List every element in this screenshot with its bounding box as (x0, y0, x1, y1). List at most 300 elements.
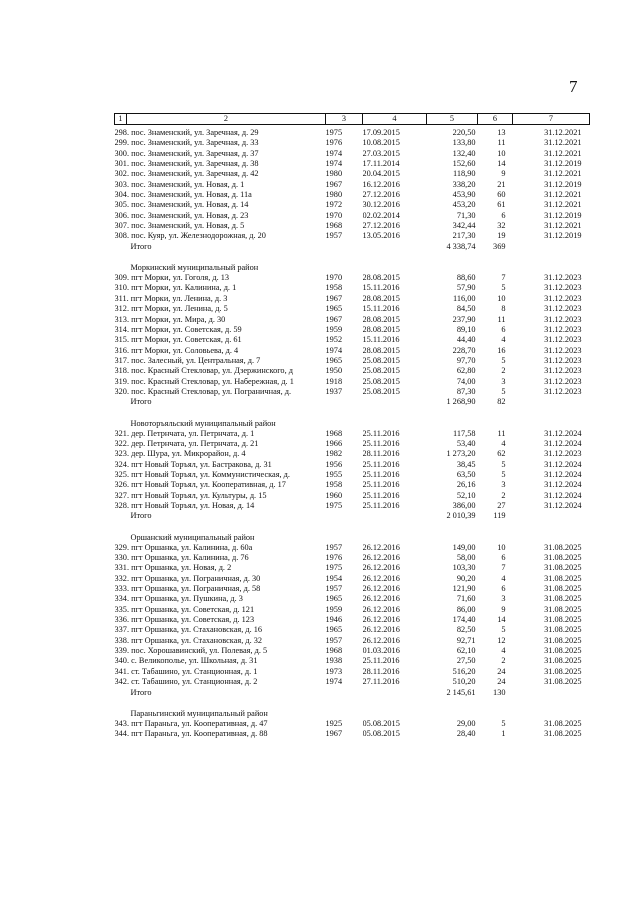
count-cell: 11 (497, 138, 506, 148)
count-cell: 13 (497, 128, 506, 137)
area-cell: 71,60 (456, 594, 476, 604)
area-cell: 53,40 (456, 438, 476, 448)
count-cell: 60 (497, 190, 506, 200)
total-empty-year (326, 242, 363, 252)
area-cell: 116,00 (452, 293, 476, 303)
total-label: Итого (130, 397, 152, 407)
total-empty-deadline (513, 397, 590, 407)
count-cell: 2 (501, 366, 506, 376)
year-cell: 1976 (325, 553, 343, 563)
count-cell: 4 (501, 646, 506, 656)
table-row (115, 501, 590, 511)
area-cell: 149,00 (452, 542, 476, 552)
deadline-cell: 31.12.2024 (544, 490, 582, 500)
year-cell: 1965 (325, 355, 343, 365)
year-cell: 1973 (325, 666, 343, 676)
area-cell: 121,90 (452, 584, 476, 594)
total-empty-deadline (513, 242, 590, 252)
year-cell: 1958 (325, 480, 343, 490)
count-cell: 7 (501, 563, 506, 573)
year-cell: 1968 (325, 221, 343, 231)
date-cell: 15.11.2016 (362, 283, 400, 293)
address-cell: 344. пгт Параньга, ул. Кооперативная, д. 88 (114, 729, 268, 739)
date-cell: 25.11.2016 (362, 469, 400, 479)
count-cell: 2 (501, 656, 506, 666)
header-col-6: 6 (478, 114, 513, 125)
date-cell: 28.11.2016 (362, 666, 400, 676)
date-cell: 27.12.2016 (362, 221, 400, 231)
year-cell: 1968 (325, 428, 343, 438)
area-cell: 74,00 (456, 376, 476, 386)
address-cell: 329. пгт Оршанка, ул. Калинина, д. 60а (114, 542, 253, 552)
total-count: 119 (493, 511, 506, 521)
date-cell: 28.11.2016 (362, 449, 400, 459)
section-heading: Оршанский муниципальный район (130, 532, 255, 542)
address-cell: 336. пгт Оршанка, ул. Советская, д. 123 (114, 615, 255, 625)
date-cell: 26.12.2016 (362, 615, 400, 625)
date-cell: 27.11.2016 (362, 677, 400, 687)
header-col-3: 3 (326, 114, 363, 125)
deadline-cell: 31.08.2025 (544, 594, 582, 604)
date-cell: 26.12.2016 (362, 573, 400, 583)
table-row (115, 356, 590, 366)
address-cell: 342. ст. Табашино, ул. Станционная, д. 2 (114, 677, 258, 687)
area-cell: 38,45 (456, 459, 476, 469)
count-cell: 4 (501, 335, 506, 345)
year-cell: 1925 (325, 718, 343, 728)
table-row (115, 594, 590, 604)
area-cell: 44,40 (456, 335, 476, 345)
address-cell: 298. пос. Знаменский, ул. Заречная, д. 29 (114, 128, 259, 137)
header-col-7: 7 (513, 114, 590, 125)
count-cell: 21 (497, 179, 506, 189)
table-row (115, 656, 590, 666)
count-cell: 62 (497, 449, 506, 459)
deadline-cell: 31.08.2025 (544, 584, 582, 594)
year-cell: 1955 (325, 469, 343, 479)
date-cell: 26.12.2016 (362, 635, 400, 645)
section-heading: Моркинский муниципальный район (130, 263, 259, 273)
year-cell: 1946 (325, 615, 343, 625)
table-row (115, 335, 590, 345)
table-row (115, 543, 590, 553)
count-cell: 19 (497, 231, 506, 241)
area-cell: 1 273,20 (446, 449, 476, 459)
address-cell: 307. пос. Знаменский, ул. Новая, д. 5 (114, 221, 245, 231)
deadline-cell: 31.08.2025 (544, 646, 582, 656)
count-cell: 6 (501, 324, 506, 334)
address-cell: 332. пгт Оршанка, ул. Пограничная, д. 30 (114, 573, 261, 583)
date-cell: 25.11.2016 (362, 501, 400, 510)
address-cell: 318. пос. Красный Стекловар, ул. Дзержинского, д (114, 366, 293, 376)
count-cell: 9 (501, 604, 506, 614)
total-count: 82 (497, 397, 506, 407)
address-cell: 320. пос. Красный Стекловар, ул. Пограничная, д. (114, 386, 292, 396)
date-cell: 28.08.2015 (362, 314, 400, 324)
table-row (115, 346, 590, 356)
year-cell: 1918 (325, 376, 343, 386)
deadline-cell: 31.12.2024 (544, 438, 582, 448)
year-cell: 1975 (325, 563, 343, 573)
date-cell: 25.08.2015 (362, 355, 400, 365)
table-row (115, 460, 590, 470)
area-cell: 29,00 (456, 718, 476, 728)
year-cell: 1974 (325, 345, 343, 355)
area-cell: 84,50 (456, 304, 476, 314)
table-body (115, 125, 590, 740)
address-cell: 302. пос. Знаменский, ул. Заречная, д. 42 (114, 169, 259, 179)
deadline-cell: 31.08.2025 (544, 604, 582, 614)
count-cell: 3 (501, 376, 506, 386)
section-heading-row (115, 522, 590, 543)
year-cell: 1968 (325, 646, 343, 656)
table-row (115, 615, 590, 625)
deadline-cell: 31.12.2023 (544, 335, 582, 345)
year-cell: 1975 (325, 501, 343, 510)
count-cell: 5 (501, 355, 506, 365)
year-cell: 1974 (325, 148, 343, 158)
header-col-1: 1 (115, 114, 127, 125)
address-cell: 340. с. Великополье, ул. Школьная, д. 31 (114, 656, 258, 666)
table-row (115, 429, 590, 439)
deadline-cell: 31.08.2025 (544, 656, 582, 666)
address-cell: 319. пос. Красный Стекловар, ул. Набережная, д. 1 (114, 376, 294, 386)
address-cell: 316. пгт Морки, ул. Соловьева, д. 4 (114, 345, 239, 355)
area-cell: 90,20 (456, 573, 476, 583)
count-cell: 4 (501, 573, 506, 583)
deadline-cell: 31.12.2019 (544, 210, 582, 220)
address-cell: 343. пгт Параньга, ул. Кооперативная, д. 47 (114, 718, 268, 728)
count-cell: 14 (497, 615, 506, 625)
date-cell: 05.08.2015 (362, 718, 400, 728)
table-row (115, 470, 590, 480)
count-cell: 32 (497, 221, 506, 231)
area-cell: 57,90 (456, 283, 476, 293)
table-row (115, 125, 590, 139)
deadline-cell: 31.08.2025 (544, 553, 582, 563)
address-cell: 334. пгт Оршанка, ул. Пушкина, д. 3 (114, 594, 243, 604)
address-cell: 301. пос. Знаменский, ул. Заречная, д. 38 (114, 159, 259, 169)
area-cell: 89,10 (456, 324, 476, 334)
deadline-cell: 31.12.2021 (544, 190, 582, 200)
total-area: 4 338,74 (446, 241, 476, 251)
count-cell: 9 (501, 169, 506, 179)
deadline-cell: 31.12.2023 (544, 366, 582, 376)
address-cell: 317. пос. Залесный, ул. Центральная, д. 7 (114, 355, 261, 365)
deadline-cell: 31.08.2025 (544, 625, 582, 635)
address-cell: 303. пос. Знаменский, ул. Новая, д. 1 (114, 179, 245, 189)
table-row (115, 169, 590, 179)
address-cell: 310. пгт Морки, ул. Калинина, д. 1 (114, 283, 237, 293)
deadline-cell: 31.08.2025 (544, 677, 582, 687)
table-row (115, 304, 590, 314)
date-cell: 25.11.2016 (362, 438, 400, 448)
deadline-cell: 31.08.2025 (544, 718, 582, 728)
table-row (115, 677, 590, 687)
date-cell: 27.12.2016 (362, 190, 400, 200)
count-cell: 61 (497, 200, 506, 210)
deadline-cell: 31.12.2019 (544, 231, 582, 241)
total-empty-date (363, 688, 427, 698)
address-cell: 333. пгт Оршанка, ул. Пограничная, д. 58 (114, 584, 261, 594)
deadline-cell: 31.08.2025 (544, 563, 582, 573)
count-cell: 16 (497, 345, 506, 355)
deadline-cell: 31.12.2023 (544, 314, 582, 324)
count-cell: 5 (501, 459, 506, 469)
date-cell: 26.12.2016 (362, 563, 400, 573)
year-cell: 1967 (325, 314, 343, 324)
count-cell: 24 (497, 666, 506, 676)
year-cell: 1982 (325, 449, 343, 459)
section-heading-row (115, 408, 590, 429)
year-cell: 1965 (325, 625, 343, 635)
table-row (115, 180, 590, 190)
count-cell: 5 (501, 718, 506, 728)
total-label: Итого (130, 511, 152, 521)
count-cell: 11 (497, 428, 506, 438)
date-cell: 25.08.2015 (362, 386, 400, 396)
date-cell: 26.12.2016 (362, 625, 400, 635)
deadline-cell: 31.12.2019 (544, 179, 582, 189)
date-cell: 30.12.2016 (362, 200, 400, 210)
count-cell: 8 (501, 304, 506, 314)
total-row (115, 511, 590, 521)
total-area: 1 268,90 (446, 397, 476, 407)
date-cell: 05.08.2015 (362, 729, 400, 739)
area-cell: 62,10 (456, 646, 476, 656)
count-cell: 14 (497, 159, 506, 169)
table-row (115, 211, 590, 221)
address-cell: 335. пгт Оршанка, ул. Советская, д. 121 (114, 604, 255, 614)
area-cell: 220,50 (452, 128, 476, 137)
total-label: Итого (130, 687, 152, 697)
area-cell: 338,20 (452, 179, 476, 189)
table-row (115, 294, 590, 304)
date-cell: 17.11.2014 (362, 159, 400, 169)
count-cell: 27 (497, 501, 506, 510)
date-cell: 25.11.2016 (362, 459, 400, 469)
area-cell: 386,00 (452, 501, 476, 510)
table-row (115, 667, 590, 677)
date-cell: 28.08.2015 (362, 293, 400, 303)
table-row (115, 377, 590, 387)
table-row (115, 315, 590, 325)
year-cell: 1966 (325, 438, 343, 448)
table-row (115, 719, 590, 729)
deadline-cell: 31.12.2021 (544, 148, 582, 158)
address-cell: 308. пос. Куяр, ул. Железнодорожная, д. 20 (114, 231, 266, 241)
count-cell: 4 (501, 438, 506, 448)
table-row (115, 625, 590, 635)
deadline-cell: 31.12.2019 (544, 159, 582, 169)
count-cell: 12 (497, 635, 506, 645)
deadline-cell: 31.08.2025 (544, 666, 582, 676)
year-cell: 1938 (325, 656, 343, 666)
address-cell: 314. пгт Морки, ул. Советская, д. 59 (114, 324, 242, 334)
deadline-cell: 31.08.2025 (544, 635, 582, 645)
table-row (115, 553, 590, 563)
address-cell: 337. пгт Оршанка, ул. Стахановская, д. 16 (114, 625, 263, 635)
address-cell: 313. пгт Морки, ул. Мира, д. 30 (114, 314, 226, 324)
table-row (115, 149, 590, 159)
address-cell: 326. пгт Новый Торъял, ул. Кооперативная, д. 17 (114, 480, 286, 490)
year-cell: 1957 (325, 584, 343, 594)
date-cell: 20.04.2015 (362, 169, 400, 179)
area-cell: 342,44 (452, 221, 476, 231)
area-cell: 228,70 (452, 345, 476, 355)
deadline-cell: 31.12.2023 (544, 345, 582, 355)
deadline-cell: 31.12.2024 (544, 480, 582, 490)
area-cell: 237,90 (452, 314, 476, 324)
year-cell: 1960 (325, 490, 343, 500)
header-col-2: 2 (127, 114, 326, 125)
header-col-5: 5 (427, 114, 478, 125)
address-cell: 325. пгт Новый Торъял, ул. Коммунистическая, д. (114, 469, 290, 479)
total-row (115, 688, 590, 698)
table-row (115, 221, 590, 231)
date-cell: 16.12.2016 (362, 179, 400, 189)
date-cell: 25.08.2015 (362, 376, 400, 386)
deadline-cell: 31.12.2021 (544, 128, 582, 137)
area-cell: 103,30 (452, 563, 476, 573)
date-cell: 26.12.2016 (362, 542, 400, 552)
address-cell: 311. пгт Морки, ул. Ленина, д. 3 (114, 293, 228, 303)
address-cell: 306. пос. Знаменский, ул. Новая, д. 23 (114, 210, 249, 220)
deadline-cell: 31.08.2025 (544, 573, 582, 583)
area-cell: 174,40 (452, 615, 476, 625)
page-number: 7 (569, 77, 578, 96)
date-cell: 15.11.2016 (362, 304, 400, 314)
area-cell: 26,16 (456, 480, 476, 490)
table-row (115, 605, 590, 615)
area-cell: 88,60 (456, 273, 476, 283)
deadline-cell: 31.12.2021 (544, 221, 582, 231)
deadline-cell: 31.12.2023 (544, 386, 582, 396)
table-row (115, 729, 590, 739)
total-area: 2 145,61 (446, 687, 476, 697)
date-cell: 17.09.2015 (362, 128, 400, 137)
deadline-cell: 31.08.2025 (544, 729, 582, 739)
table-row (115, 138, 590, 148)
address-cell: 300. пос. Знаменский, ул. Заречная, д. 37 (114, 148, 259, 158)
deadline-cell: 31.12.2024 (544, 501, 582, 510)
deadline-cell: 31.12.2024 (544, 469, 582, 479)
address-cell: 338. пгт Оршанка, ул. Стахановская, д. 32 (114, 635, 263, 645)
area-cell: 87,30 (456, 386, 476, 396)
total-empty-year (326, 511, 363, 521)
table-row (115, 574, 590, 584)
table-row (115, 273, 590, 283)
table-row (115, 200, 590, 210)
deadline-cell: 31.12.2021 (544, 169, 582, 179)
deadline-cell: 31.12.2024 (544, 459, 582, 469)
area-cell: 133,80 (452, 138, 476, 148)
section-heading-row (115, 698, 590, 719)
total-empty-year (326, 397, 363, 407)
address-cell: 299. пос. Знаменский, ул. Заречная, д. 33 (114, 138, 259, 148)
deadline-cell: 31.12.2024 (544, 428, 582, 438)
count-cell: 6 (501, 584, 506, 594)
count-cell: 5 (501, 625, 506, 635)
count-cell: 5 (501, 283, 506, 293)
year-cell: 1980 (325, 190, 343, 200)
year-cell: 1972 (325, 200, 343, 210)
address-cell: 339. пос. Хорошавинский, ул. Полевая, д. 5 (114, 646, 268, 656)
table-row (115, 480, 590, 490)
address-cell: 305. пос. Знаменский, ул. Новая, д. 14 (114, 200, 249, 210)
date-cell: 25.11.2016 (362, 428, 400, 438)
count-cell: 10 (497, 293, 506, 303)
year-cell: 1980 (325, 169, 343, 179)
total-empty-year (326, 688, 363, 698)
year-cell: 1959 (325, 604, 343, 614)
date-cell: 25.11.2016 (362, 480, 400, 490)
address-cell: 341. ст. Табашино, ул. Станционная, д. 1 (114, 666, 258, 676)
address-cell: 328. пгт Новый Торъял, ул. Новая, д. 14 (114, 501, 255, 510)
date-cell: 26.12.2016 (362, 594, 400, 604)
table-header-row (115, 114, 590, 125)
year-cell: 1954 (325, 573, 343, 583)
year-cell: 1957 (325, 635, 343, 645)
table-row (115, 449, 590, 459)
date-cell: 27.03.2015 (362, 148, 400, 158)
date-cell: 26.12.2016 (362, 553, 400, 563)
area-cell: 92,71 (456, 635, 476, 645)
year-cell: 1958 (325, 283, 343, 293)
count-cell: 11 (497, 314, 506, 324)
address-cell: 321. дер. Петрнчата, ул. Петрнчата, д. 1 (114, 428, 255, 438)
total-empty-date (363, 397, 427, 407)
count-cell: 2 (501, 490, 506, 500)
count-cell: 6 (501, 553, 506, 563)
area-cell: 27,50 (456, 656, 476, 666)
area-cell: 118,90 (452, 169, 476, 179)
address-cell: 312. пгт Морки, ул. Ленина, д. 5 (114, 304, 228, 314)
year-cell: 1957 (325, 542, 343, 552)
year-cell: 1965 (325, 304, 343, 314)
total-label: Итого (130, 241, 152, 251)
table-row (115, 325, 590, 335)
total-count: 130 (493, 687, 506, 697)
area-cell: 58,00 (456, 553, 476, 563)
area-cell: 71,30 (456, 210, 476, 220)
address-cell: 324. пгт Новый Торъял, ул. Бастракова, д. 31 (114, 459, 272, 469)
date-cell: 13.05.2016 (362, 231, 400, 241)
count-cell: 5 (501, 469, 506, 479)
year-cell: 1959 (325, 324, 343, 334)
count-cell: 7 (501, 273, 506, 283)
table-row (115, 563, 590, 573)
address-cell: 330. пгт Оршанка, ул. Калинина, д. 76 (114, 553, 249, 563)
count-cell: 24 (497, 677, 506, 687)
total-empty-deadline (513, 688, 590, 698)
deadline-cell: 31.12.2023 (544, 293, 582, 303)
table-row (115, 491, 590, 501)
count-cell: 10 (497, 542, 506, 552)
year-cell: 1957 (325, 231, 343, 241)
count-cell: 10 (497, 148, 506, 158)
date-cell: 02.02.2014 (362, 210, 400, 220)
table-row (115, 190, 590, 200)
deadline-cell: 31.12.2023 (544, 273, 582, 283)
total-empty-deadline (513, 511, 590, 521)
date-cell: 26.12.2016 (362, 604, 400, 614)
count-cell: 6 (501, 210, 506, 220)
year-cell: 1974 (325, 159, 343, 169)
area-cell: 86,00 (456, 604, 476, 614)
date-cell: 10.08.2015 (362, 138, 400, 148)
total-area: 2 010,39 (446, 511, 476, 521)
